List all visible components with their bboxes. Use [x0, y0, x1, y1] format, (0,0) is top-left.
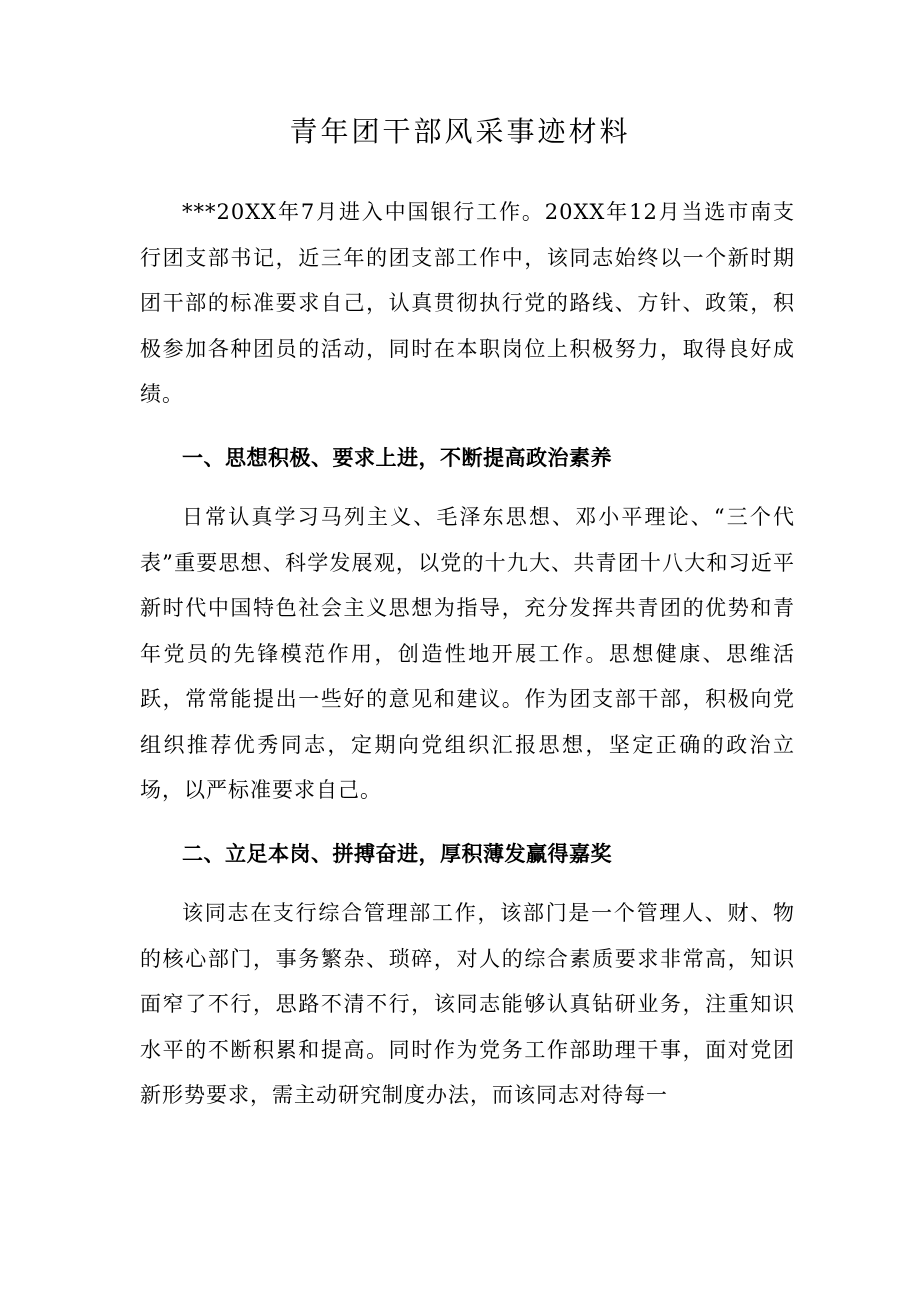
section-paragraph-2: 该同志在支行综合管理部工作，该部门是一个管理人、财、物的核心部门，事务繁杂、琐碎，对人的综合素质要求非常高，知识面窄了不行，思路不清不行，该同志能够认真钻研业务，注重知识水平的不断积累和提高。同时作为党务工作部助理干事，面对党团新形势要求，需主动研究制度办法，而该同志对待每一 [140, 901, 795, 1107]
section-paragraph-1: 日常认真学习马列主义、毛泽东思想、邓小平理论、“三个代表”重要思想、科学发展观，以党的十九大、共青团十八大和习近平新时代中国特色社会主义思想为指导，充分发挥共青团的优势和青年党员的先锋模范作用，创造性地开展工作。思想健康、思维活跃，常常能提出一些好的意见和建议。作为团支部干部，积极向党组织推荐优秀同志，定期向党组织汇报思想，坚定正确的政治立场，以严标准要求自己。 [140, 505, 795, 802]
document-body [140, 190, 795, 1119]
document-title: 青年团干部风采事迹材料 [289, 115, 631, 148]
section-heading-1: 一、思想积极、要求上进，不断提高政治素养 [182, 445, 612, 470]
intro-paragraph: ***20XX年7月进入中国银行工作。20XX年12月当选市南支行团支部书记，近三年的团支部工作中，该同志始终以一个新时期团干部的标准要求自己，认真贯彻执行党的路线、方针、政策，积极参加各种团员的活动，同时在本职岗位上积极努力，取得良好成绩。 [140, 200, 795, 406]
section-heading-2: 二、立足本岗、拼搏奋进，厚积薄发赢得嘉奖 [182, 841, 612, 866]
